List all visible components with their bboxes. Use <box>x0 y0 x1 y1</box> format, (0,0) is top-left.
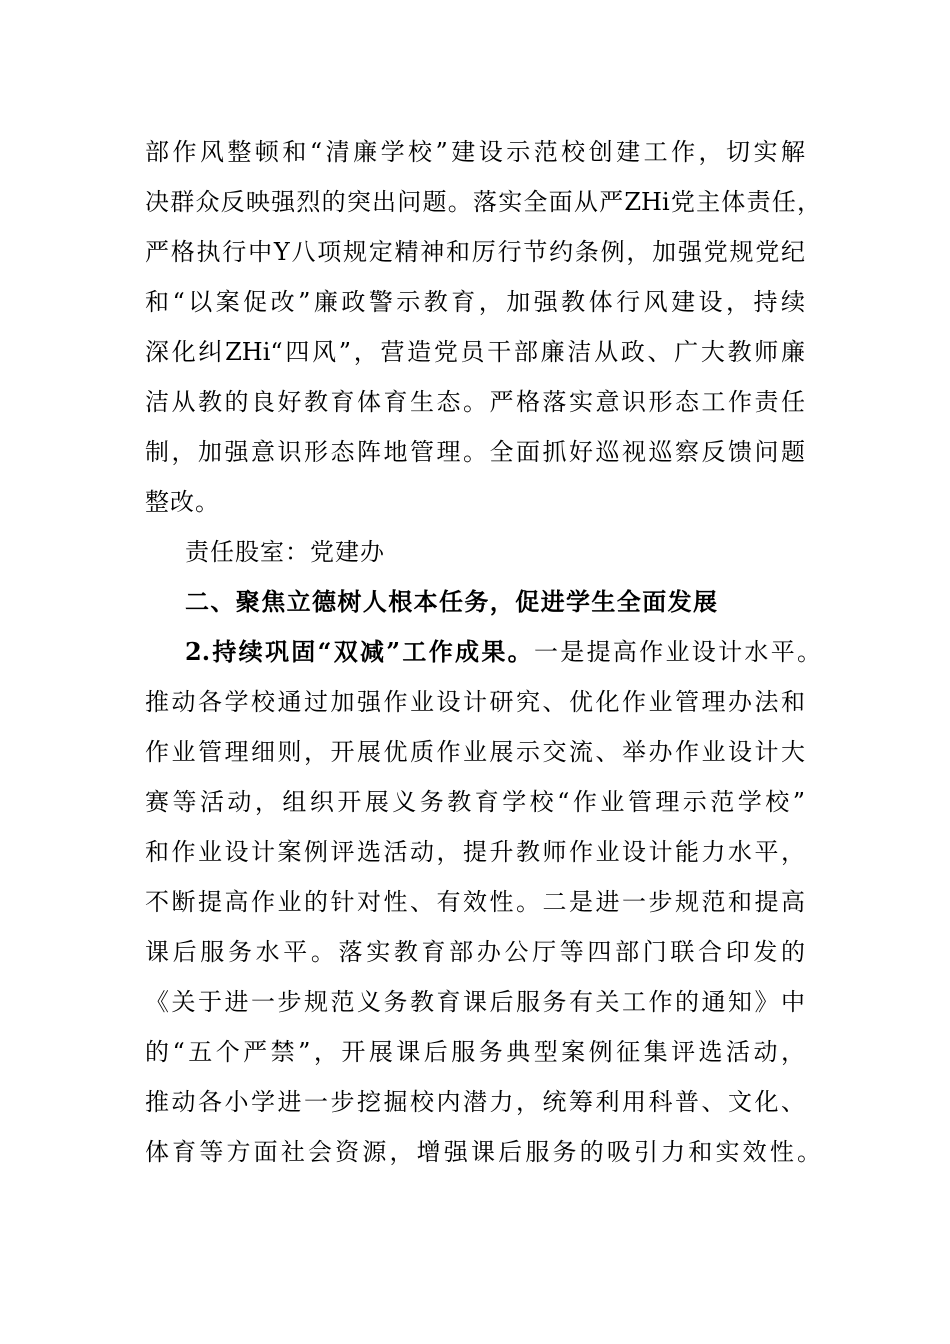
responsible-department: 责任股室：党建办 <box>185 538 385 566</box>
paragraph-line: 制，加强意识形态阵地管理。全面抓好巡视巡察反馈问题 <box>145 438 805 466</box>
item-2-lead-title: 2.持续巩固“双减”工作成果。 <box>185 637 534 666</box>
paragraph-line: 《关于进一步规范义务教育课后服务有关工作的通知》中 <box>145 988 805 1016</box>
item-2-first-line <box>145 627 821 677</box>
paragraph-line: 体育等方面社会资源，增强课后服务的吸引力和实效性。 <box>145 1138 821 1166</box>
paragraph-line: 和“以案促改”廉政警示教育，加强教体行风建设，持续 <box>145 288 805 316</box>
paragraph-line: 推动各学校通过加强作业设计研究、优化作业管理办法和 <box>145 688 805 716</box>
paragraph-line: 整改。 <box>145 488 220 516</box>
paragraph-line: 洁从教的良好教育体育生态。严格落实意识形态工作责任 <box>145 388 805 416</box>
paragraph-1 <box>145 127 825 527</box>
paragraph-line: 严格执行中Y八项规定精神和厉行节约条例，加强党规党纪 <box>145 238 805 266</box>
paragraph-line: 深化纠ZHi“四风”，营造党员干部廉洁从政、广大教师廉 <box>145 338 805 366</box>
section-heading: 二、聚焦立德树人根本任务，促进学生全面发展 <box>185 587 719 616</box>
paragraph-line: 推动各小学进一步挖掘校内潜力，统筹利用科普、文化、 <box>145 1088 805 1116</box>
paragraph-line: 决群众反映强烈的突出问题。落实全面从严ZHi党主体责任， <box>145 188 821 216</box>
paragraph-line: 部作风整顿和“清廉学校”建设示范校创建工作，切实解 <box>145 138 805 166</box>
item-2-first-line-text: 一是提高作业设计水平。 <box>533 638 821 666</box>
paragraph-line: 课后服务水平。落实教育部办公厅等四部门联合印发的 <box>145 938 805 966</box>
paragraph-line: 作业管理细则，开展优质作业展示交流、举办作业设计大 <box>145 738 805 766</box>
paragraph-line: 和作业设计案例评选活动，提升教师作业设计能力水平， <box>145 838 805 866</box>
item-2-paragraph <box>145 627 825 1177</box>
paragraph-line: 不断提高作业的针对性、有效性。二是进一步规范和提高 <box>145 888 805 916</box>
document-page <box>145 127 825 1177</box>
paragraph-line: 的“五个严禁”，开展课后服务典型案例征集评选活动， <box>145 1038 805 1066</box>
paragraph-line: 赛等活动，组织开展义务教育学校“作业管理示范学校” <box>145 788 805 816</box>
